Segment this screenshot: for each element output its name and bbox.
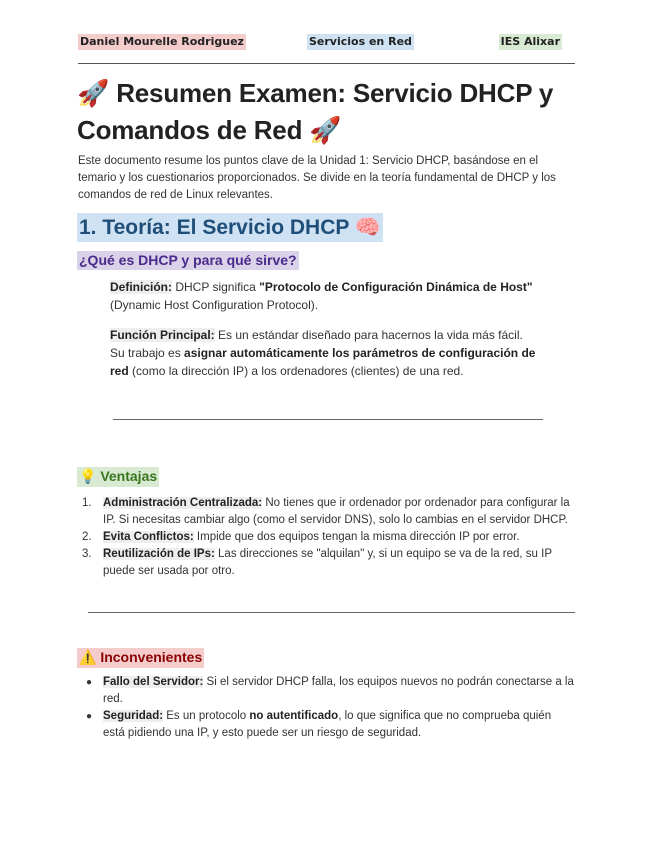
list-item-label: Reutilización de IPs: [103,548,215,560]
section-divider [88,612,575,613]
list-item [80,708,575,742]
function-text-2: (como la dirección IP) a los ordenadores (clientes) de una red. [128,364,464,378]
function-paragraph [110,326,540,380]
document-title [77,75,577,149]
function-label: Función Principal: [110,328,215,342]
list-item [80,546,575,580]
list-item-bold: no autentificado [249,710,339,722]
bullet-icon: ● [86,677,93,688]
list-item-text-2: , lo que significa que no comprueba quién está pidiendo una IP, y esto puede ser un riesgo de seguridad. [103,710,552,739]
list-item-text: Es un protocolo [163,710,250,722]
lightbulb-icon: 💡 [79,469,97,485]
list-item-label: Administración Centralizada: [103,497,263,509]
function-text-1: Es un estándar diseñado para hacernos la vida más fácil. Su trabajo es [110,328,523,360]
advantages-title [77,467,159,487]
page-header [78,34,575,54]
list-number: 1. [82,497,92,509]
disadvantages-title-text: Inconvenientes [100,649,203,665]
disadvantages-list [80,674,575,742]
rocket-icon: 🚀 [77,79,110,109]
list-item-label: Evita Conflictos: [103,531,194,543]
definition-text-2: (Dynamic Host Configuration Protocol). [110,298,319,312]
disadvantages-title [77,648,204,668]
list-number: 3. [82,548,92,560]
bullet-icon: ● [86,711,93,722]
header-divider [78,63,575,64]
list-item-text: Si el servidor DHCP falla, los equipos nuevos no podrán conectarse a la red. [103,676,574,705]
advantages-list [80,495,575,580]
definition-paragraph [110,278,540,314]
definition-text-1: DHCP significa [172,280,260,294]
intro-paragraph: Este documento resume los puntos clave de la Unidad 1: Servicio DHCP, basándose en el temario y los cuestionarios proporcionados. Se divide en la teoría fundamental de DHCP y los comandos de red de Linux relevantes. [78,155,556,201]
brain-icon: 🧠 [354,215,381,239]
section-title-text: 1. Teoría: El Servicio DHCP [79,216,349,239]
list-item-text: Las direcciones se "alquilan" y, si un equipo se va de la red, su IP puede ser usada por otro. [103,548,552,577]
title-line-2: Comandos de Red [77,115,303,145]
list-number: 2. [82,531,92,543]
section-title-theory [77,213,383,242]
definition-bold: "Protocolo de Configuración Dinámica de Host" [259,280,533,294]
list-item [80,674,575,708]
definition-label: Definición: [110,280,172,294]
rocket-icon: 🚀 [309,116,342,146]
title-line-1: Resumen Examen: Servicio DHCP y [116,78,554,108]
list-item-text: No tienes que ir ordenador por ordenador para configurar la IP. Si necesitas cambiar algo (como el servidor DNS), solo lo cambias en el servidor DHCP. [103,497,570,526]
header-author: Daniel Mourelle Rodriguez [80,35,244,48]
advantages-title-text: Ventajas [100,468,158,484]
function-bold: asignar automáticamente los parámetros de configuración de red [110,346,536,378]
section-divider [113,419,543,420]
warning-icon: ⚠️ [79,650,97,666]
subsection-title-what-is-dhcp: ¿Qué es DHCP y para qué sirve? [79,252,297,268]
header-school: IES Alixar [500,35,560,48]
list-item [80,529,575,546]
list-item-text: Impide que dos equipos tengan la misma dirección IP por error. [193,531,520,543]
list-item-label: Fallo del Servidor: [103,676,204,688]
header-subject: Servicios en Red [309,35,412,48]
list-item [80,495,575,529]
list-item-label: Seguridad: [103,710,164,722]
